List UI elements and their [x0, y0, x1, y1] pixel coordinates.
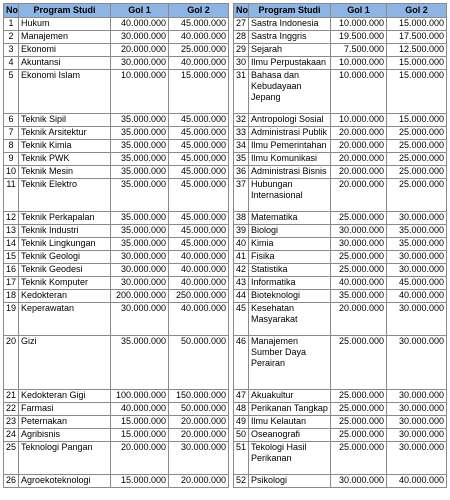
fee-gol1: 10.000.000: [111, 70, 169, 114]
table-row: [234, 127, 447, 140]
table-row: [4, 475, 229, 488]
fee-gol2: 150.000.000: [169, 390, 229, 403]
program-name: Antropologi Sosial: [249, 114, 331, 127]
row-number: 27: [234, 18, 249, 31]
row-number: 23: [4, 416, 19, 429]
row-number: 7: [4, 127, 19, 140]
program-name: Kedokteran: [19, 290, 111, 303]
fee-gol1: 40.000.000: [111, 18, 169, 31]
fee-gol2: 35.000.000: [387, 238, 447, 251]
program-name: Teknik Mesin: [19, 166, 111, 179]
table-row: [234, 429, 447, 442]
fee-gol1: 15.000.000: [111, 416, 169, 429]
program-name: Manajemen Sumber Daya Perairan: [249, 336, 331, 390]
fee-gol2: 25.000.000: [387, 153, 447, 166]
fee-gol1: 40.000.000: [331, 277, 387, 290]
table-row: [4, 127, 229, 140]
row-number: 36: [234, 166, 249, 179]
table-row: [4, 416, 229, 429]
fee-gol2: 50.000.000: [169, 403, 229, 416]
table-row: [234, 140, 447, 153]
program-name: Teknik Industri: [19, 225, 111, 238]
fee-gol2: 17.500.000: [387, 31, 447, 44]
fee-gol1: 25.000.000: [331, 403, 387, 416]
fee-gol2: 40.000.000: [169, 277, 229, 290]
row-number: 39: [234, 225, 249, 238]
program-name: Hubungan Internasional: [249, 179, 331, 212]
table-row: [4, 179, 229, 212]
row-number: 6: [4, 114, 19, 127]
fee-gol2: 45.000.000: [169, 140, 229, 153]
fee-gol1: 35.000.000: [111, 127, 169, 140]
program-name: Ekonomi Islam: [19, 70, 111, 114]
table-row: [234, 403, 447, 416]
fee-gol1: 35.000.000: [111, 179, 169, 212]
fee-gol2: 30.000.000: [387, 264, 447, 277]
program-name: Psikologi: [249, 475, 331, 488]
fee-gol1: 20.000.000: [111, 442, 169, 475]
program-name: Teknik Komputer: [19, 277, 111, 290]
program-name: Teknik Arsitektur: [19, 127, 111, 140]
fee-gol1: 20.000.000: [331, 140, 387, 153]
row-number: 21: [4, 390, 19, 403]
row-number: 45: [234, 303, 249, 336]
fee-gol1: 30.000.000: [111, 251, 169, 264]
fee-gol2: 45.000.000: [169, 225, 229, 238]
row-number: 15: [4, 251, 19, 264]
row-number: 10: [4, 166, 19, 179]
table-row: [4, 153, 229, 166]
fee-gol1: 35.000.000: [111, 140, 169, 153]
fee-gol2: 30.000.000: [387, 416, 447, 429]
fee-gol2: 40.000.000: [169, 57, 229, 70]
row-number: 17: [4, 277, 19, 290]
fee-gol2: 20.000.000: [169, 429, 229, 442]
row-number: 43: [234, 277, 249, 290]
table-body-left: [4, 18, 229, 488]
fee-gol1: 30.000.000: [111, 303, 169, 336]
row-number: 31: [234, 70, 249, 114]
program-name: Kimia: [249, 238, 331, 251]
fee-gol2: 30.000.000: [387, 429, 447, 442]
table-row: [234, 475, 447, 488]
row-number: 41: [234, 251, 249, 264]
fee-gol1: 200.000.000: [111, 290, 169, 303]
table-row: [4, 336, 229, 390]
fee-gol1: 30.000.000: [331, 475, 387, 488]
fee-gol1: 25.000.000: [331, 251, 387, 264]
fee-gol1: 10.000.000: [331, 70, 387, 114]
table-row: [234, 277, 447, 290]
fee-gol1: 19.500.000: [331, 31, 387, 44]
fee-gol2: 45.000.000: [169, 18, 229, 31]
row-number: 19: [4, 303, 19, 336]
fee-gol2: 45.000.000: [169, 127, 229, 140]
fee-gol2: 40.000.000: [169, 251, 229, 264]
fee-gol2: 40.000.000: [169, 264, 229, 277]
row-number: 44: [234, 290, 249, 303]
fee-gol1: 35.000.000: [111, 166, 169, 179]
row-number: 34: [234, 140, 249, 153]
program-name: Perikanan Tangkap: [249, 403, 331, 416]
col-header-gol1: Gol 1: [111, 4, 169, 18]
program-name: Bahasa dan Kebudayaan Jepang: [249, 70, 331, 114]
fee-gol1: 20.000.000: [331, 179, 387, 212]
program-name: Teknik Kimia: [19, 140, 111, 153]
program-name: Teknologi Pangan: [19, 442, 111, 475]
program-name: Fisika: [249, 251, 331, 264]
table-row: [234, 70, 447, 114]
row-number: 49: [234, 416, 249, 429]
program-name: Teknik Elektro: [19, 179, 111, 212]
col-header-no: No: [234, 4, 249, 18]
row-number: 1: [4, 18, 19, 31]
row-number: 5: [4, 70, 19, 114]
fee-gol1: 30.000.000: [111, 31, 169, 44]
fee-gol1: 25.000.000: [331, 212, 387, 225]
program-name: Ilmu Pemerintahan: [249, 140, 331, 153]
fee-gol2: 25.000.000: [387, 166, 447, 179]
fee-gol1: 35.000.000: [111, 336, 169, 390]
program-name: Ilmu Komunikasi: [249, 153, 331, 166]
fee-gol2: 45.000.000: [169, 166, 229, 179]
table-row: [4, 403, 229, 416]
fee-gol1: 10.000.000: [331, 114, 387, 127]
row-number: 51: [234, 442, 249, 475]
program-name: Teknik Sipil: [19, 114, 111, 127]
row-number: 52: [234, 475, 249, 488]
fee-gol2: 25.000.000: [387, 127, 447, 140]
fee-gol1: 30.000.000: [331, 238, 387, 251]
fee-gol1: 35.000.000: [331, 290, 387, 303]
program-name: Teknik PWK: [19, 153, 111, 166]
table-row: [234, 57, 447, 70]
program-name: Bioteknologi: [249, 290, 331, 303]
fee-gol2: 45.000.000: [169, 153, 229, 166]
table-row: [4, 390, 229, 403]
fee-gol1: 25.000.000: [331, 429, 387, 442]
fee-table-right: [233, 3, 447, 488]
table-row: [234, 225, 447, 238]
program-name: Ilmu Perpustakaan: [249, 57, 331, 70]
fee-gol2: 50.000.000: [169, 336, 229, 390]
fee-gol2: 45.000.000: [387, 277, 447, 290]
table-row: [234, 31, 447, 44]
program-name: Manajemen: [19, 31, 111, 44]
table-row: [4, 251, 229, 264]
table-row: [234, 336, 447, 390]
table-row: [4, 238, 229, 251]
table-row: [4, 114, 229, 127]
table-row: [4, 166, 229, 179]
fee-gol1: 20.000.000: [331, 153, 387, 166]
table-row: [4, 18, 229, 31]
fee-gol2: 15.000.000: [387, 114, 447, 127]
program-name: Administrasi Bisnis: [249, 166, 331, 179]
program-name: Kedokteran Gigi: [19, 390, 111, 403]
row-number: 33: [234, 127, 249, 140]
fee-table-left: [3, 3, 229, 488]
fee-gol2: 30.000.000: [387, 336, 447, 390]
program-name: Biologi: [249, 225, 331, 238]
row-number: 47: [234, 390, 249, 403]
row-number: 20: [4, 336, 19, 390]
table-row: [4, 264, 229, 277]
fee-gol1: 35.000.000: [111, 238, 169, 251]
fee-gol2: 250.000.000: [169, 290, 229, 303]
col-header-gol2: Gol 2: [169, 4, 229, 18]
fee-gol1: 10.000.000: [331, 18, 387, 31]
fee-gol2: 45.000.000: [169, 179, 229, 212]
col-header-program: Program Studi: [19, 4, 111, 18]
program-name: Administrasi Publik: [249, 127, 331, 140]
program-name: Gizi: [19, 336, 111, 390]
fee-gol2: 25.000.000: [387, 140, 447, 153]
row-number: 40: [234, 238, 249, 251]
fee-gol2: 40.000.000: [169, 303, 229, 336]
program-name: Sastra Inggris: [249, 31, 331, 44]
fee-gol2: 15.000.000: [387, 57, 447, 70]
program-name: Kesehatan Masyarakat: [249, 303, 331, 336]
row-number: 26: [4, 475, 19, 488]
fee-gol2: 30.000.000: [387, 442, 447, 475]
table-row: [4, 442, 229, 475]
fee-gol2: 40.000.000: [387, 290, 447, 303]
program-name: Akuntansi: [19, 57, 111, 70]
table-body-right: [234, 18, 447, 488]
row-number: 9: [4, 153, 19, 166]
table-row: [4, 57, 229, 70]
program-name: Ekonomi: [19, 44, 111, 57]
fee-gol2: 20.000.000: [169, 416, 229, 429]
program-name: Akuakultur: [249, 390, 331, 403]
fee-gol1: 7.500.000: [331, 44, 387, 57]
table-row: [234, 251, 447, 264]
fee-gol2: 30.000.000: [387, 303, 447, 336]
fee-gol2: 30.000.000: [387, 251, 447, 264]
fee-gol2: 15.000.000: [387, 18, 447, 31]
col-header-program: Program Studi: [249, 4, 331, 18]
fee-gol1: 35.000.000: [111, 225, 169, 238]
program-name: Agroekoteknologi: [19, 475, 111, 488]
row-number: 28: [234, 31, 249, 44]
program-name: Teknik Geologi: [19, 251, 111, 264]
row-number: 4: [4, 57, 19, 70]
table-row: [234, 390, 447, 403]
fee-gol1: 35.000.000: [111, 153, 169, 166]
fee-gol2: 45.000.000: [169, 212, 229, 225]
fee-gol2: 20.000.000: [169, 475, 229, 488]
row-number: 24: [4, 429, 19, 442]
fee-gol2: 25.000.000: [387, 179, 447, 212]
fee-gol2: 35.000.000: [387, 225, 447, 238]
program-name: Teknik Geodesi: [19, 264, 111, 277]
table-row: [4, 277, 229, 290]
table-row: [234, 153, 447, 166]
program-name: Sastra Indonesia: [249, 18, 331, 31]
row-number: 14: [4, 238, 19, 251]
fee-gol1: 30.000.000: [111, 277, 169, 290]
fee-gol1: 15.000.000: [111, 475, 169, 488]
row-number: 35: [234, 153, 249, 166]
program-name: Agribisnis: [19, 429, 111, 442]
row-number: 16: [4, 264, 19, 277]
row-number: 42: [234, 264, 249, 277]
fee-gol1: 20.000.000: [331, 127, 387, 140]
fee-gol2: 40.000.000: [169, 31, 229, 44]
fee-gol2: 30.000.000: [387, 390, 447, 403]
col-header-no: No: [4, 4, 19, 18]
fee-gol1: 40.000.000: [111, 403, 169, 416]
fee-gol2: 30.000.000: [169, 442, 229, 475]
table-row: [4, 31, 229, 44]
row-number: 37: [234, 179, 249, 212]
program-name: Peternakan: [19, 416, 111, 429]
fee-gol2: 45.000.000: [169, 114, 229, 127]
fee-gol1: 25.000.000: [331, 336, 387, 390]
fee-gol2: 15.000.000: [169, 70, 229, 114]
table-row: [4, 44, 229, 57]
program-name: Hukum: [19, 18, 111, 31]
fee-gol1: 20.000.000: [331, 303, 387, 336]
table-row: [234, 179, 447, 212]
col-header-gol2: Gol 2: [387, 4, 447, 18]
fee-gol1: 35.000.000: [111, 212, 169, 225]
row-number: 30: [234, 57, 249, 70]
row-number: 48: [234, 403, 249, 416]
table-row: [4, 212, 229, 225]
table-row: [4, 140, 229, 153]
program-name: Ilmu Kelautan: [249, 416, 331, 429]
table-row: [234, 166, 447, 179]
table-row: [234, 303, 447, 336]
table-row: [234, 114, 447, 127]
fee-gol1: 30.000.000: [331, 225, 387, 238]
fee-gol1: 35.000.000: [111, 114, 169, 127]
fee-gol2: 15.000.000: [387, 70, 447, 114]
fee-gol1: 25.000.000: [331, 390, 387, 403]
table-header-row: [234, 4, 447, 18]
table-row: [4, 225, 229, 238]
fee-gol2: 40.000.000: [387, 475, 447, 488]
table-row: [234, 18, 447, 31]
program-name: Keperawatan: [19, 303, 111, 336]
program-name: Teknik Perkapalan: [19, 212, 111, 225]
table-row: [4, 290, 229, 303]
row-number: 11: [4, 179, 19, 212]
row-number: 32: [234, 114, 249, 127]
table-row: [234, 264, 447, 277]
fee-gol1: 100.000.000: [111, 390, 169, 403]
row-number: 50: [234, 429, 249, 442]
fee-gol1: 20.000.000: [331, 166, 387, 179]
program-name: Oseanografi: [249, 429, 331, 442]
table-row: [4, 429, 229, 442]
program-name: Teknik Lingkungan: [19, 238, 111, 251]
row-number: 8: [4, 140, 19, 153]
fee-gol2: 25.000.000: [169, 44, 229, 57]
program-name: Matematika: [249, 212, 331, 225]
program-name: Sejarah: [249, 44, 331, 57]
row-number: 22: [4, 403, 19, 416]
table-row: [4, 303, 229, 336]
fee-gol2: 30.000.000: [387, 212, 447, 225]
fee-gol1: 30.000.000: [111, 264, 169, 277]
table-row: [234, 44, 447, 57]
fee-gol1: 30.000.000: [111, 57, 169, 70]
fee-gol1: 15.000.000: [111, 429, 169, 442]
col-header-gol1: Gol 1: [331, 4, 387, 18]
fee-gol1: 10.000.000: [331, 57, 387, 70]
table-row: [234, 416, 447, 429]
row-number: 12: [4, 212, 19, 225]
fee-gol1: 25.000.000: [331, 416, 387, 429]
table-header-row: [4, 4, 229, 18]
fee-gol2: 45.000.000: [169, 238, 229, 251]
table-row: [234, 442, 447, 475]
row-number: 25: [4, 442, 19, 475]
program-name: Statistika: [249, 264, 331, 277]
row-number: 2: [4, 31, 19, 44]
row-number: 3: [4, 44, 19, 57]
fee-gol1: 25.000.000: [331, 264, 387, 277]
program-name: Informatika: [249, 277, 331, 290]
row-number: 38: [234, 212, 249, 225]
fee-gol2: 12.500.000: [387, 44, 447, 57]
row-number: 13: [4, 225, 19, 238]
table-row: [234, 212, 447, 225]
fee-gol1: 25.000.000: [331, 442, 387, 475]
program-name: Tekologi Hasil Perikanan: [249, 442, 331, 475]
table-row: [234, 290, 447, 303]
fee-gol1: 20.000.000: [111, 44, 169, 57]
row-number: 18: [4, 290, 19, 303]
table-row: [234, 238, 447, 251]
table-row: [4, 70, 229, 114]
row-number: 46: [234, 336, 249, 390]
row-number: 29: [234, 44, 249, 57]
fee-gol2: 30.000.000: [387, 403, 447, 416]
program-name: Farmasi: [19, 403, 111, 416]
